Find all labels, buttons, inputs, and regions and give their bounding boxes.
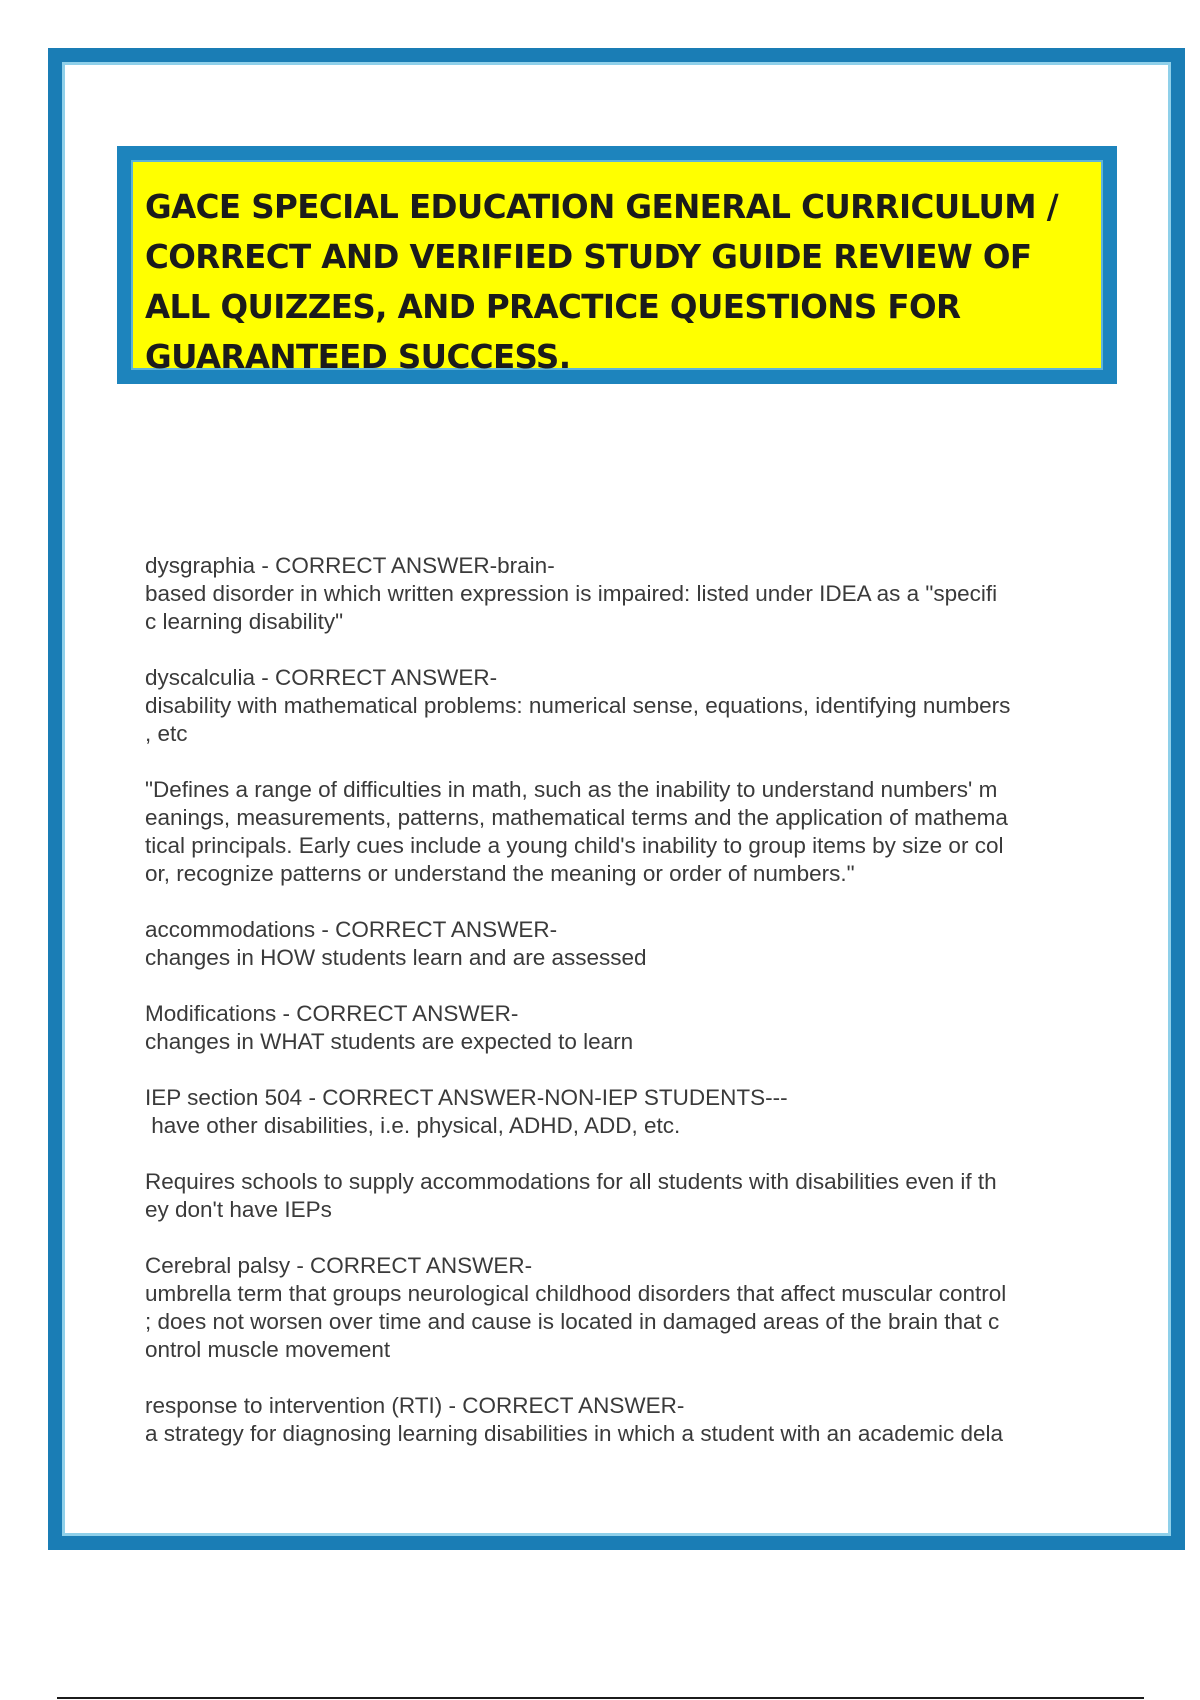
entry-cerebral-palsy xyxy=(145,1252,1090,1364)
entry-line: ontrol muscle movement xyxy=(145,1337,391,1362)
entry-line: eanings, measurements, patterns, mathematical terms and the application of mathema xyxy=(145,805,1008,830)
title-banner xyxy=(117,146,1117,384)
entry-line: response to intervention (RTI) - CORRECT ANSWER- xyxy=(145,1393,685,1418)
title-banner-highlight xyxy=(131,160,1103,376)
entry-line: , etc xyxy=(145,721,188,746)
footer-rule xyxy=(57,1697,1144,1699)
entry-line: dyscalculia - CORRECT ANSWER- xyxy=(145,665,498,690)
entry-line: ey don't have IEPs xyxy=(145,1197,332,1222)
entry-line: or, recognize patterns or understand the meaning or order of numbers." xyxy=(145,861,855,886)
entry-line: accommodations - CORRECT ANSWER- xyxy=(145,917,558,942)
entry-line: Cerebral palsy - CORRECT ANSWER- xyxy=(145,1253,533,1278)
entry-dyscalculia-definition xyxy=(145,776,1090,888)
entry-line: Modifications - CORRECT ANSWER- xyxy=(145,1001,519,1026)
entry-line: ; does not worsen over time and cause is located in damaged areas of the brain that c xyxy=(145,1309,1000,1334)
title-line: ALL QUIZZES, AND PRACTICE QUESTIONS FOR xyxy=(145,288,961,326)
entry-line: disability with mathematical problems: numerical sense, equations, identifying numbers xyxy=(145,693,1011,718)
entry-line: tical principals. Early cues include a young child's inability to group items by size or col xyxy=(145,833,1004,858)
entry-section-504-note xyxy=(145,1168,1090,1224)
entry-dyscalculia xyxy=(145,664,1090,748)
entry-line: Requires schools to supply accommodations for all students with disabilities even if th xyxy=(145,1169,997,1194)
entry-line: IEP section 504 - CORRECT ANSWER-NON-IEP STUDENTS--- xyxy=(145,1085,788,1110)
entry-accommodations xyxy=(145,916,1090,972)
entry-line: based disorder in which written expression is impaired: listed under IDEA as a "specifi xyxy=(145,581,998,606)
document-title xyxy=(145,182,1089,382)
entry-line: c learning disability" xyxy=(145,609,344,634)
entry-line: have other disabilities, i.e. physical, ADHD, ADD, etc. xyxy=(145,1113,681,1138)
title-line: GACE SPECIAL EDUCATION GENERAL CURRICULUM / xyxy=(145,188,1058,226)
entry-line: dysgraphia - CORRECT ANSWER-brain- xyxy=(145,553,555,578)
entry-line: a strategy for diagnosing learning disabilities in which a student with an academic dela xyxy=(145,1421,1003,1446)
study-guide-content xyxy=(145,552,1090,1476)
title-line: CORRECT AND VERIFIED STUDY GUIDE REVIEW OF xyxy=(145,238,1032,276)
entry-line: changes in HOW students learn and are assessed xyxy=(145,945,647,970)
entry-dysgraphia xyxy=(145,552,1090,636)
title-line: GUARANTEED SUCCESS. xyxy=(145,338,571,376)
entry-line: umbrella term that groups neurological childhood disorders that affect muscular control xyxy=(145,1281,1007,1306)
entry-line: "Defines a range of difficulties in math, such as the inability to understand numbers' m xyxy=(145,777,998,802)
entry-section-504 xyxy=(145,1084,1090,1140)
entry-line: changes in WHAT students are expected to learn xyxy=(145,1029,634,1054)
entry-rti xyxy=(145,1392,1090,1448)
entry-modifications xyxy=(145,1000,1090,1056)
